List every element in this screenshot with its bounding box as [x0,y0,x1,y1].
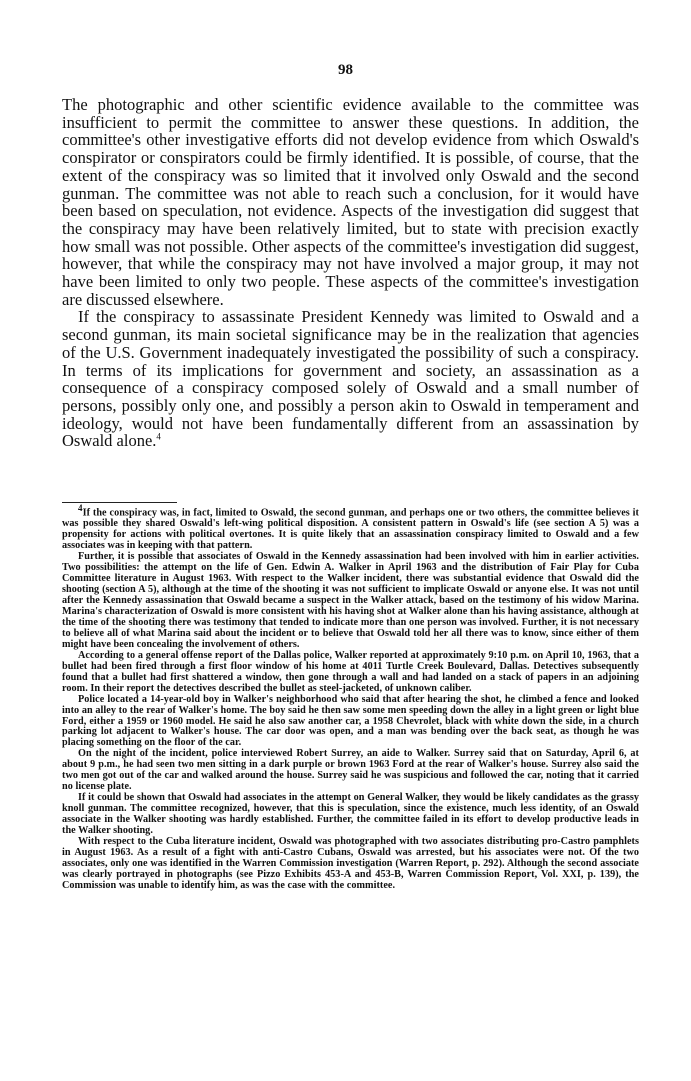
footnote-paragraph: Police located a 14-year-old boy in Walker's neighborhood who said that after hearing the shot, he climbed a fence and looked into an alley to the rear of Walker's home. The boy said he then saw some men speeding down the alley in a light green or light blue Ford, either a 1959 or 1960 model. He said he also saw another car, a 1958 Chevrolet, black with white down the side, in a church parking lot adjacent to Walker's house. The car door was open, and a man was bending over the back seat, as though he was placing something on the floor of the car. [62,693,639,749]
footnote-paragraph: With respect to the Cuba literature incident, Oswald was photographed with two associates distributing pro-Castro pamphlets in August 1963. As a result of a fight with anti-Castro Cubans, Oswald was arrested, but his associates were not. Of the two associates, only one was identified in the Warren Commission investigation (Warren Report, p. 292). Although the second associate was clearly portrayed in photographs (see Pizzo Exhibits 453-A and 453-B, Warren Commission Report, Vol. XXI, p. 139), the Commission was unable to identify him, as was the case with the committee. [62,835,639,891]
body-text [62,96,639,450]
footnote-marker: 4 [78,503,83,513]
footnote-paragraph: Further, it is possible that associates of Oswald in the Kennedy assassination had been involved with him in earlier activities. Two possibilities: the attempt on the life of Gen. Edwin A. Walker in April 1963 and the distribution of Fair Play for Cuba Committee literature in August 1963. With respect to the Walker incident, there was substantial evidence that Oswald did the shooting (section A 5), although at the time of the shooting it was not sufficient to implicate Oswald or anyone else. It was not until after the Kennedy assassination that Oswald became a suspect in the Walker attack, based on the testimony of his widow Marina. Marina's characterization of Oswald is more consistent with his having shot at Walker alone than his having assistance, although at the time of the shooting there was testimony that tended to indicate more than one person was involved. Further, it is not necessary to believe all of what Marina said about the incident or to believe that Oswald told her all there was to know, since either of them might have been concealing the involvement of others. [62,551,639,650]
footnote-paragraph [62,503,639,552]
footnote-reference: 4 [156,431,161,442]
footnote-paragraph: If it could be shown that Oswald had associates in the attempt on General Walker, they would be likely candidates as the grassy knoll gunman. The committee recognized, however, that this is speculation, since the existence, much less identity, of an Oswald associate in the Walker shooting was hardly established. Further, the committee failed in its effort to develop productive leads in the Walker shooting. [62,792,639,837]
footnotes [62,503,639,892]
footnote-paragraph: On the night of the incident, police interviewed Robert Surrey, an aide to Walker. Surrey said that on Saturday, April 6, at about 9 p.m., he had seen two men sitting in a dark purple or brown 1963 Ford at the rear of Walker's house. Surrey also said the two men got out of the car and walked around the house. Surrey said he was suspicious and followed the car, noting that it carried no license plate. [62,748,639,793]
body-paragraph-2 [62,308,639,450]
footnote-paragraph: According to a general offense report of the Dallas police, Walker reported at approximately 9:10 p.m. on April 10, 1963, that a bullet had been fired through a first floor window of his home at 4011 Turtle Creek Boulevard, Dallas. Detectives subsequently found that a bullet had first shattered a window, then gone through a wall and had landed on a stack of papers in an adjoining room. In their report the detectives described the bullet as steel-jacketed, of unknown caliber. [62,649,639,694]
body-paragraph-1: The photographic and other scientific evidence available to the committee was insufficient to permit the committee to answer these questions. In addition, the committee's other investigative efforts did not develop evidence from which Oswald's conspirator or conspirators could be firmly identified. It is possible, of course, that the extent of the conspiracy was so limited that it involved only Oswald and the second gunman. The committee was not able to reach such a conclusion, for it would have been based on speculation, not evidence. Aspects of the investigation did suggest that the conspiracy may have been relatively limited, but to state with precision exactly how small was not possible. Other aspects of the committee's investigation did suggest, however, that while the conspiracy may not have involved a major group, it may not have been limited to only two people. These aspects of the committee's investigation are discussed elsewhere. [62,95,639,309]
page-number: 98 [338,62,353,78]
body-paragraph-2-text: If the conspiracy to assassinate President Kennedy was limited to Oswald and a second gunman, its main societal significance may be in the realization that agencies of the U.S. Government inadequately investigated the possibility of such a conspiracy. In terms of its implications for government and society, an assassination as a consequence of a conspiracy composed solely of Oswald and a small number of persons, possibly only one, and possibly a person akin to Oswald in temperament and ideology, would not have been fundamentally different from an assassination by Oswald alone. [62,307,639,451]
footnote-paragraph-1-text: If the conspiracy was, in fact, limited to Oswald, the second gunman, and perhaps one or two others, the committee believes it was possible they shared Oswald's left-wing political disposition. A consistent pattern in Oswald's life (see section A 5) was a propensity for actions with political overtones. It is quite likely that an assassination conspiracy limited to Oswald and a few associates was in keeping with that pattern. [62,507,639,552]
